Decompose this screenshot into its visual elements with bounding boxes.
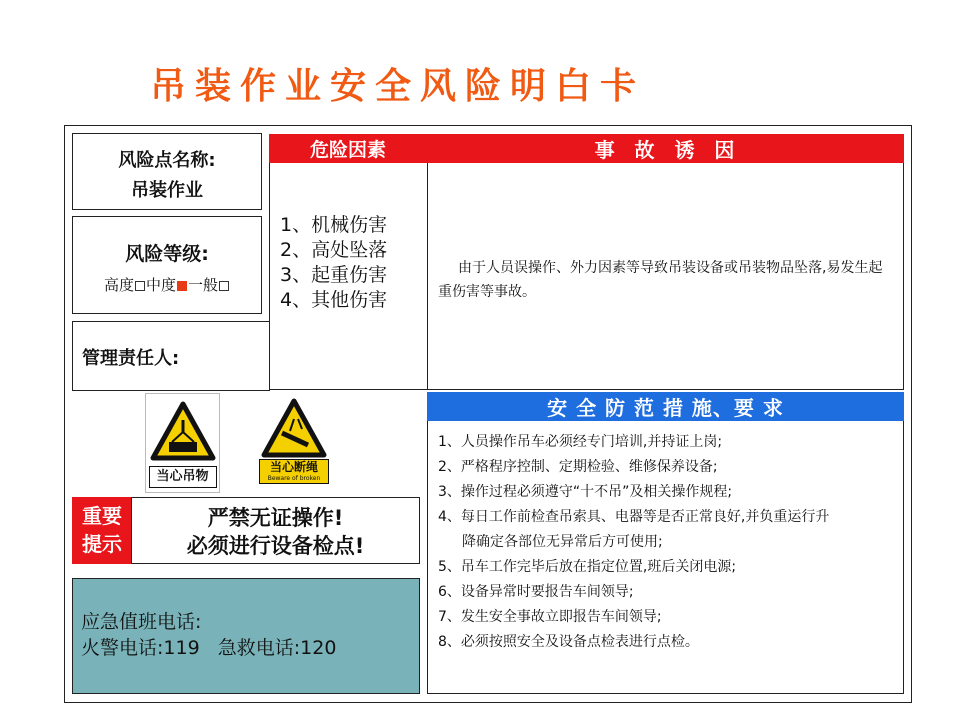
measure-item: 8、必须按照安全及设备点检表进行点检。: [438, 634, 699, 650]
emergency-box: [72, 578, 420, 694]
measure-item: 7、发生安全事故立即报告车间领导;: [438, 609, 662, 625]
sign-broken-rope: [258, 393, 330, 493]
broken-rope-warning-icon: [260, 397, 328, 459]
emergency-line2: 火警电话:119 急救电话:120: [81, 637, 337, 659]
measure-item: 5、吊车工作完毕后放在指定位置,班后关闭电源;: [438, 559, 737, 575]
sign-hanging-load: [145, 393, 220, 493]
manager-box: [72, 321, 270, 391]
risk-point-label: 风险点名称:: [118, 150, 216, 171]
notice-tag-line2: 提示: [82, 532, 122, 556]
risk-level-medium: 中度: [145, 276, 176, 294]
sign-subcaption: Beware of broken: [267, 475, 321, 482]
hazard-item: 1、机械伤害: [280, 214, 388, 236]
hazard-item: 4、其他伤害: [280, 289, 388, 311]
risk-level-box: [72, 216, 262, 314]
notice-tag: [72, 497, 132, 564]
sign-caption: 当心吊物: [149, 466, 217, 488]
hazard-factors-box: [269, 163, 428, 390]
notice-box: [131, 497, 420, 564]
measures-header: 安 全 防 范 措 施、要 求: [427, 392, 904, 421]
hazard-item: 3、起重伤害: [280, 264, 388, 286]
notice-line2: 必须进行设备检点!: [186, 534, 365, 558]
hazard-item: 2、高处坠落: [280, 239, 388, 261]
hazard-factors-header: 危险因素: [269, 134, 427, 163]
risk-level-options: [73, 274, 261, 295]
manager-label: 管理责任人:: [82, 348, 180, 369]
measures-box: [427, 421, 904, 694]
accident-causes-header: 事 故 诱 因: [427, 134, 904, 163]
checkbox-medium: [177, 281, 187, 291]
risk-point-value: 吊装作业: [131, 180, 203, 201]
measure-item: 1、人员操作吊车必须经专门培训,并持证上岗;: [438, 434, 723, 450]
risk-level-high: 高度: [103, 276, 134, 294]
sign-caption: 当心断绳: [269, 460, 318, 474]
risk-point-box: [72, 133, 262, 210]
measure-item: 3、操作过程必须遵守“十不吊”及相关操作规程;: [438, 484, 733, 500]
risk-level-general: 一般: [188, 276, 219, 294]
checkbox-general: [219, 281, 229, 291]
notice-tag-line1: 重要: [82, 504, 122, 528]
measure-item: 4、每日工作前检查吊索具、电器等是否正常良好,并负重运行升: [438, 509, 830, 525]
accident-causes-box: [427, 163, 904, 390]
risk-level-label: 风险等级:: [125, 243, 209, 265]
card-title: 吊装作业安全风险明白卡: [150, 66, 646, 107]
accident-causes-text: 由于人员误操作、外力因素等导致吊装设备或吊装物品坠落,易发生起重伤害等事故。: [438, 260, 883, 300]
measure-item-continued: 降确定各部位无异常后方可使用;: [462, 534, 663, 550]
measure-item: 2、严格程序控制、定期检验、维修保养设备;: [438, 459, 718, 475]
notice-line1: 严禁无证操作!: [207, 506, 344, 530]
hanging-load-warning-icon: [150, 400, 216, 462]
sign-caption-box: [259, 459, 329, 484]
checkbox-high: [135, 281, 145, 291]
measure-item: 6、设备异常时要报告车间领导;: [438, 584, 634, 600]
emergency-line1: 应急值班电话:: [81, 611, 202, 633]
